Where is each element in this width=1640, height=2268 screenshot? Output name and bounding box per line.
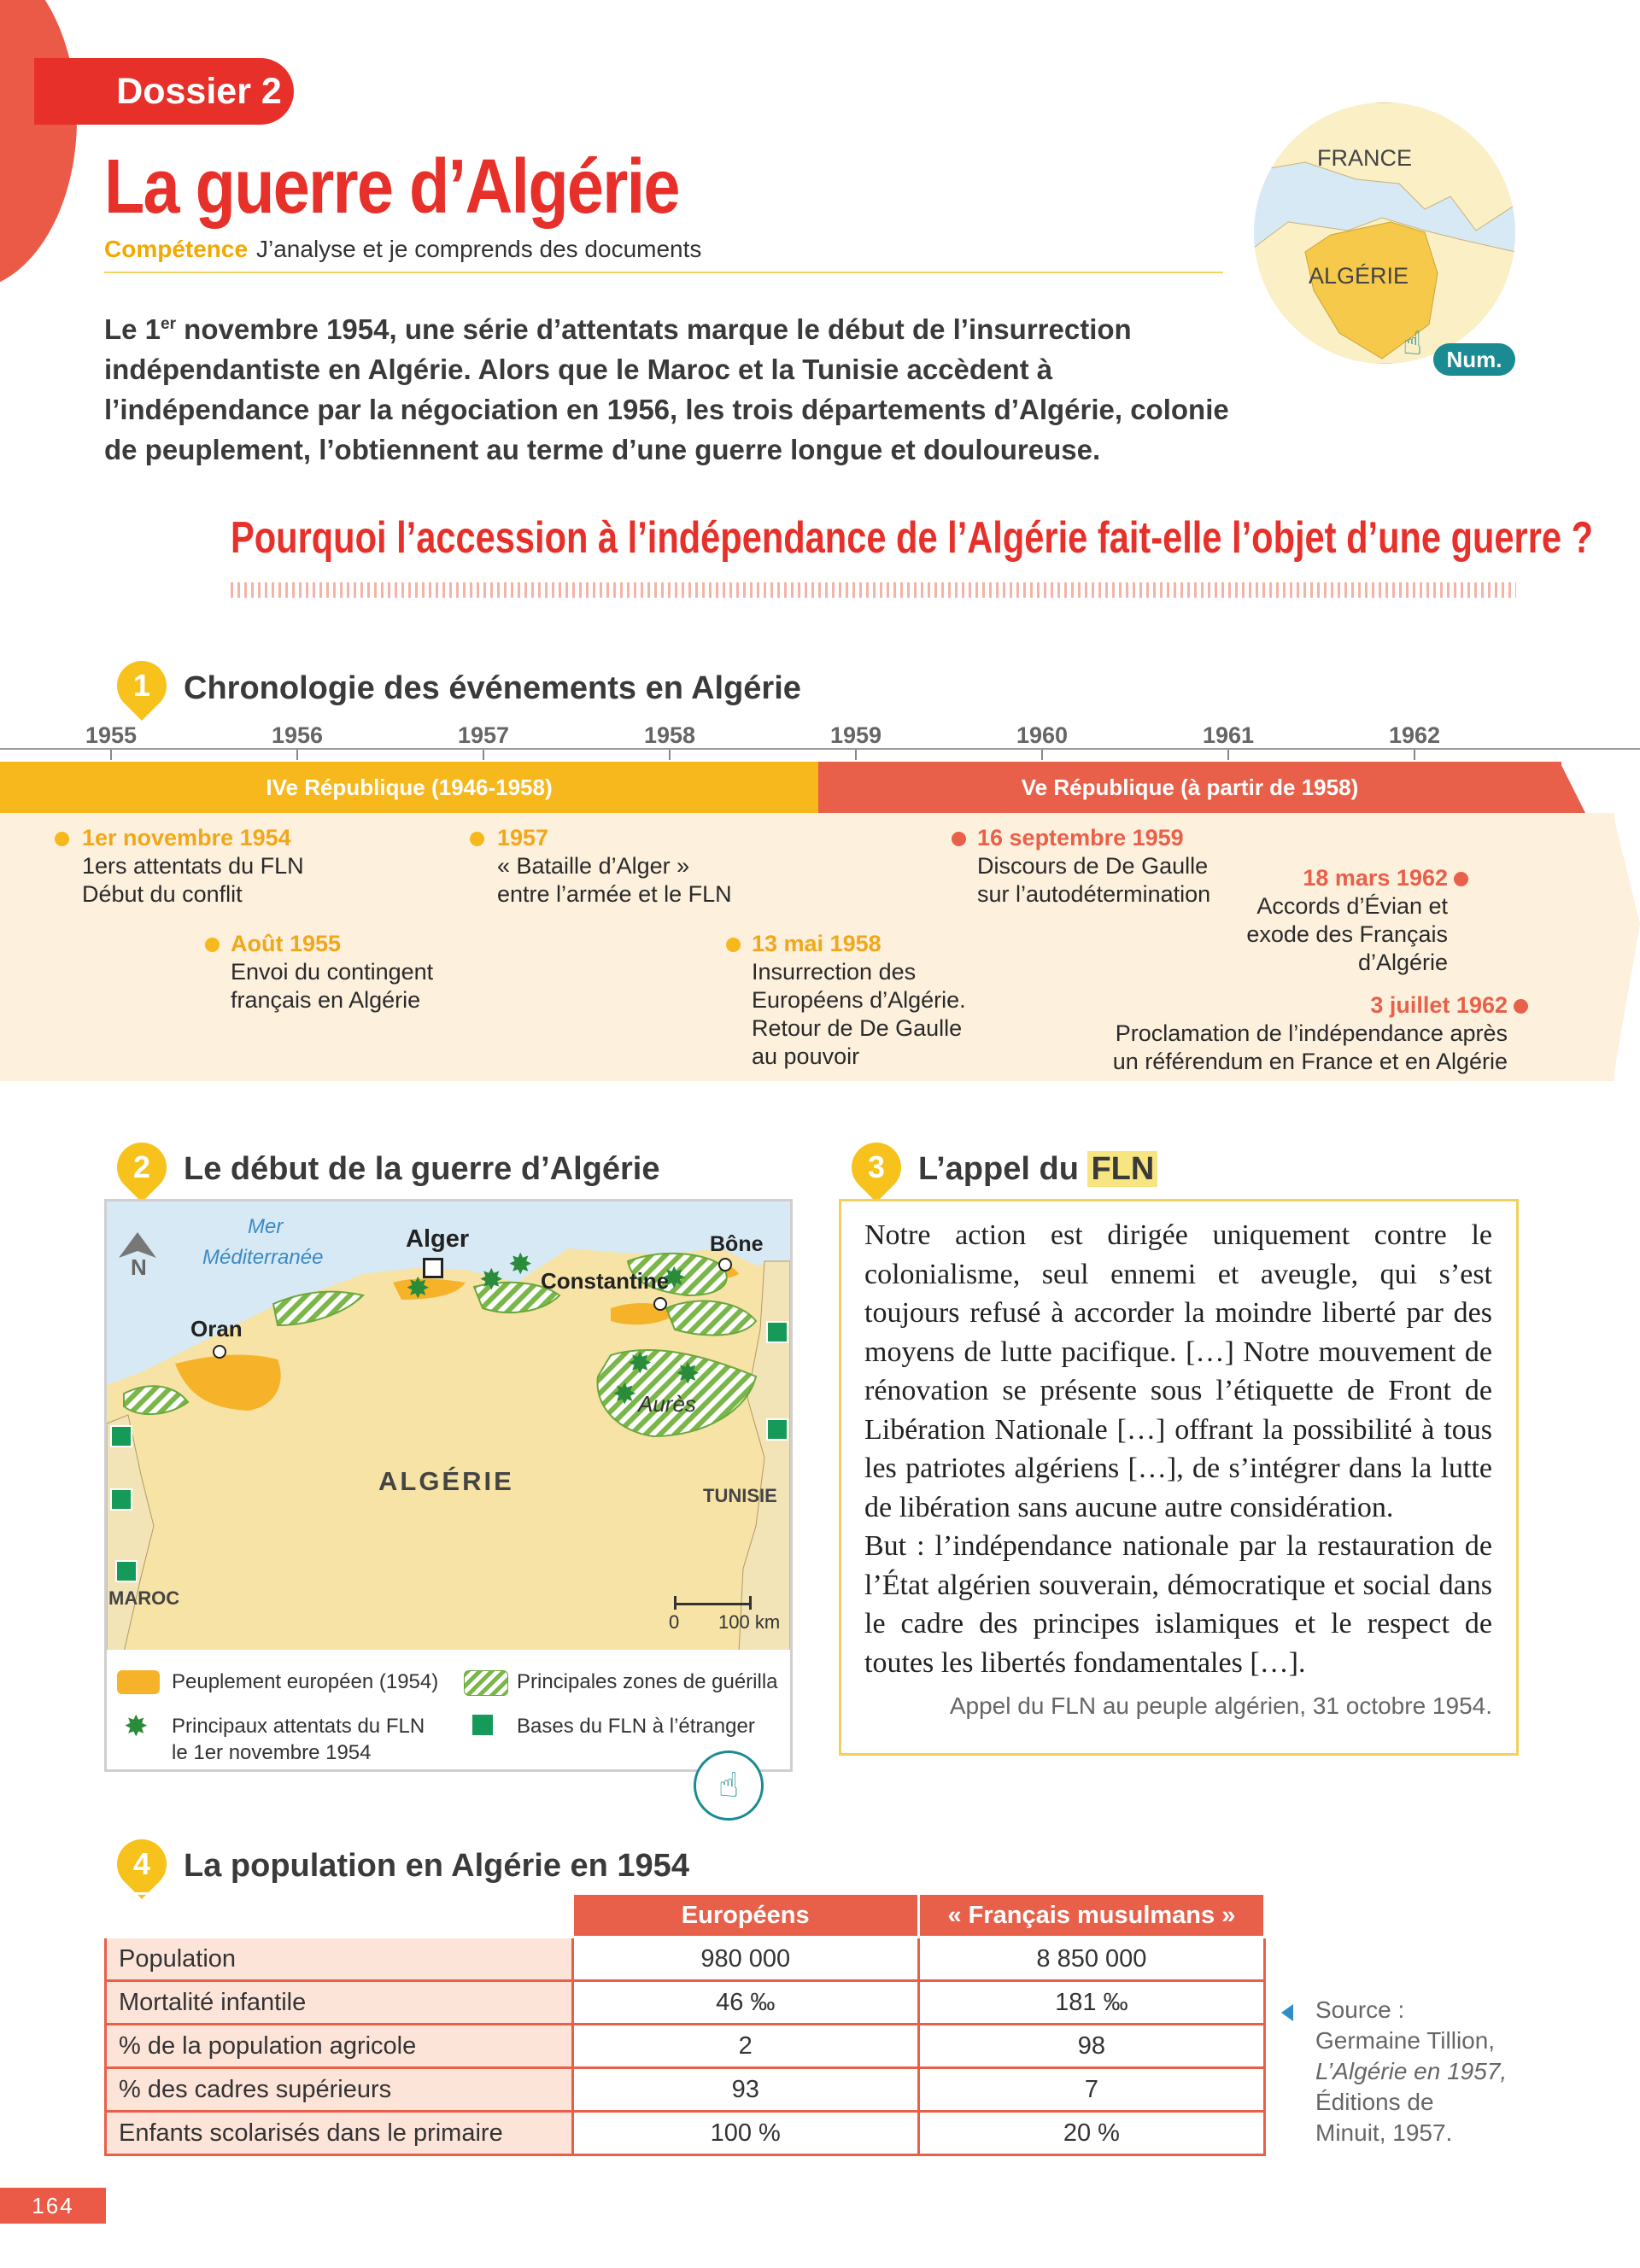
timeline-arrow [1613, 813, 1640, 1081]
republic-arrow [1560, 762, 1611, 813]
column-header-musulmans: « Français musulmans » [918, 1894, 1264, 1938]
cell-value: 98 [918, 2025, 1264, 2068]
scale-bar [674, 1603, 751, 1605]
interactive-map-icon[interactable]: ☝ [694, 1751, 764, 1821]
cell-value: 100 % [572, 2112, 918, 2155]
doc4-title: La population en Algérie en 1954 [184, 1848, 689, 1884]
event-1957: 1957 « Bataille d’Alger » entre l’armée et le FLN [497, 825, 732, 907]
cell-value: 20 % [918, 2112, 1264, 2155]
timeline-tick [483, 750, 484, 760]
attack-star-icon: ✸ [612, 1378, 637, 1411]
fifth-republic-bar: Ve République (à partir de 1958) [818, 762, 1561, 813]
legend-attacks: Principaux attentats du FLN le 1er novembre 1954 [172, 1715, 425, 1764]
legend-guerilla: Principales zones de guérilla [517, 1670, 778, 1693]
fln-base-marker [110, 1425, 132, 1447]
intro-paragraph: Le 1er novembre 1954, une série d’attentats marque le début de l’insurrection indépendantiste en Algérie. Alors que le Maroc et la Tunisie accèdent à l’indépendance par la négociation en 1956, les trois départements d’Algérie, colonie de peuplement, l’obtiennent au terme d’une guerre longue et douloureuse. [104, 313, 1229, 465]
column-header-europeens: Européens [572, 1894, 918, 1938]
touch-icon[interactable]: ☝ [1403, 326, 1423, 362]
timeline-tick [855, 750, 857, 760]
divider [104, 272, 1223, 273]
cell-value: 7 [918, 2068, 1264, 2112]
year-label: 1958 [643, 722, 696, 748]
fln-glossary-link[interactable]: FLN [1087, 1151, 1157, 1187]
legend-swatch-guerilla [464, 1670, 508, 1696]
doc3-title: L’appel du FLN [918, 1151, 1157, 1188]
attack-star-icon: ✸ [628, 1347, 653, 1380]
table-corner [106, 1894, 573, 1938]
sea-label: Méditerranée [202, 1246, 324, 1269]
scale-tick [749, 1596, 752, 1610]
table-row [106, 2068, 1265, 2112]
fln-base-marker [766, 1418, 788, 1441]
year-label: 1959 [829, 722, 882, 748]
event-1962-independence: 3 juillet 1962 Proclamation de l’indépendance après un référendum en France et en Algérie [1112, 992, 1508, 1074]
scale-tick [674, 1596, 676, 1610]
fourth-republic-bar: IVe République (1946-1958) [0, 762, 818, 813]
locator-map[interactable] [1254, 102, 1515, 364]
fln-base-marker [766, 1321, 788, 1343]
timeline-tick [1227, 750, 1229, 760]
city-label-bone: Bône [710, 1232, 764, 1256]
event-dot [470, 832, 484, 846]
row-label: % des cadres supérieurs [106, 2068, 573, 2112]
dossier-label: Dossier 2 [104, 58, 294, 125]
event-dot [726, 938, 741, 952]
population-table [104, 1892, 1266, 2156]
doc4-number-badge: 4 [107, 1829, 177, 1899]
event-dot [1454, 872, 1468, 886]
row-label: % de la population agricole [106, 2025, 573, 2068]
legend-swatch-european [117, 1670, 160, 1694]
event-dot [55, 832, 69, 846]
timeline-tick [110, 750, 112, 760]
row-label: Population [106, 1938, 573, 1981]
corner-decoration [0, 0, 77, 290]
year-label: 1962 [1388, 722, 1441, 748]
city-label-constantine: Constantine [541, 1268, 670, 1294]
cell-value: 181 ‰ [918, 1981, 1264, 2025]
city-marker [653, 1297, 667, 1311]
event-1955: Août 1955 Envoi du contingent français en Algérie [231, 931, 434, 1013]
event-dot [205, 938, 220, 952]
cell-value: 8 850 000 [918, 1938, 1264, 1981]
central-question: Pourquoi l’accession à l’indépendance de l’Algérie fait-elle l’objet d’une guerre ? [231, 513, 1594, 563]
source-arrow-icon [1281, 2004, 1293, 2021]
attack-star-icon: ✸ [662, 1262, 687, 1295]
city-marker [213, 1345, 226, 1359]
competence-label: Compétence [104, 236, 249, 262]
page-title: La guerre d’Algérie [104, 144, 679, 230]
country-label-algerie: ALGÉRIE [378, 1466, 514, 1496]
sea-label: Mer [248, 1215, 284, 1238]
event-1959: 16 septembre 1959 Discours de De Gaulle sur l’autodétermination [977, 825, 1211, 907]
timeline-axis [0, 748, 1640, 750]
cell-value: 93 [572, 2068, 918, 2112]
attack-star-icon: ✸ [676, 1358, 700, 1390]
doc2-title: Le début de la guerre d’Algérie [184, 1151, 660, 1187]
competence-text: J’analyse et je comprends des documents [256, 236, 702, 262]
city-marker [718, 1258, 732, 1271]
doc1-title: Chronologie des événements en Algérie [184, 670, 801, 706]
attack-star-icon: ✸ [479, 1264, 504, 1296]
year-label: 1961 [1202, 722, 1255, 748]
quote-text: Notre action est dirigée uniquement contre le colonialisme, seul ennemi et aveugle, qui s’est toujours refusé à accorder la moindre liberté par des moyens de lutte pacifique. […] Notre mouvement de rénovation se présente sous l’étiquette de Front de Libération Nationale […] offrant la possibilité à tous les patriotes algériens […], de s’intégrer dans la lutte de libération sans aucune autre considération. But : l’indépendance nationale par la restauration de l’État algérien souverain, démocratique et social dans le cadre des principes islamiques et le respect de toutes les libertés fondamentales […]. [864, 1219, 1492, 1679]
year-label: 1955 [85, 722, 138, 748]
row-label: Enfants scolarisés dans le primaire [106, 2112, 573, 2155]
cell-value: 980 000 [572, 1938, 918, 1981]
cell-value: 2 [572, 2025, 918, 2068]
attack-star-icon: ✸ [124, 1710, 149, 1743]
doc3-number-badge: 3 [841, 1132, 911, 1202]
region-label-aures: Aurès [638, 1391, 696, 1417]
scale-label: 0 [669, 1611, 680, 1633]
minimap-label-algerie: ALGÉRIE [1309, 263, 1409, 289]
event-1954: 1er novembre 1954 1ers attentats du FLN Début du conflit [82, 825, 304, 907]
doc1-number-badge: 1 [107, 651, 177, 721]
year-label: 1957 [457, 722, 510, 748]
attack-star-icon: ✸ [508, 1248, 533, 1281]
city-label-alger: Alger [406, 1225, 470, 1253]
timeline-tick [669, 750, 671, 760]
attack-star-icon: ✸ [406, 1272, 430, 1305]
minimap-label-france: FRANCE [1317, 145, 1413, 171]
table-source: Source : Germaine Tillion, L’Algérie en 1957, Éditions de Minuit, 1957. [1315, 1996, 1508, 2146]
fln-base-marker [110, 1488, 132, 1511]
table-row [106, 2025, 1265, 2068]
cell-value: 46 ‰ [572, 1981, 918, 2025]
timeline-tick [1041, 750, 1043, 760]
legend-european: Peuplement européen (1954) [172, 1670, 439, 1693]
event-1958: 13 mai 1958 Insurrection des Européens d’Algérie. Retour de De Gaulle au pouvoir [752, 931, 966, 1069]
legend-swatch-bases [472, 1715, 493, 1735]
algeria-map [104, 1199, 793, 1655]
fln-base-marker [115, 1560, 138, 1582]
page-number: 164 [0, 2188, 106, 2224]
year-label: 1956 [271, 722, 324, 748]
table-row [106, 1938, 1265, 1981]
legend-bases: Bases du FLN à l’étranger [517, 1715, 755, 1738]
quote-source: Appel du FLN au peuple algérien, 31 octobre 1954. [949, 1692, 1492, 1719]
doc2-number-badge: 2 [107, 1132, 177, 1202]
table-row [106, 2112, 1265, 2155]
city-label-oran: Oran [190, 1316, 243, 1342]
timeline-tick [1414, 750, 1415, 760]
event-1962-evian: 18 mars 1962 Accords d’Évian et exode des Français d’Algérie [1246, 865, 1448, 975]
map-legend [104, 1650, 793, 1772]
event-dot [952, 832, 966, 846]
table-row [106, 1981, 1265, 2025]
dashed-divider [231, 582, 1516, 598]
row-label: Mortalité infantile [106, 1981, 573, 2025]
year-label: 1960 [1016, 722, 1069, 748]
country-label-tunisie: TUNISIE [703, 1485, 777, 1506]
north-arrow-icon: N [119, 1232, 156, 1277]
timeline-tick [296, 750, 298, 760]
num-badge[interactable]: Num. [1433, 343, 1515, 376]
event-dot [1514, 999, 1528, 1014]
country-label-maroc: MAROC [108, 1587, 180, 1609]
scale-label: 100 km [718, 1611, 781, 1633]
